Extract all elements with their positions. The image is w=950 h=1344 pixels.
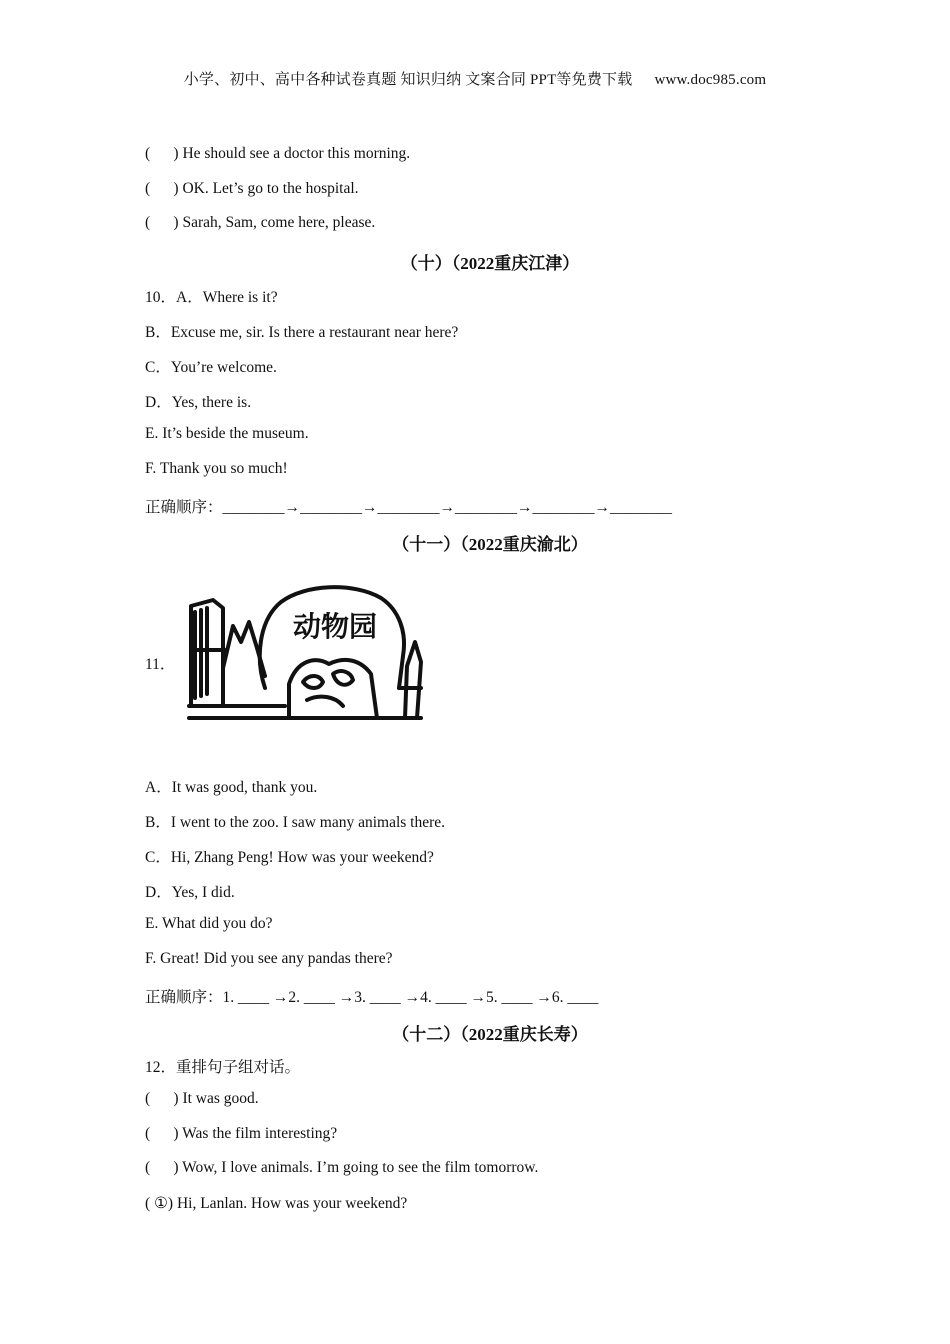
- q12-line-4: ( ①) Hi, Lanlan. How was your weekend?: [145, 1195, 408, 1212]
- q12-line-3: ( ) Wow, I love animals. I’m going to see the film tomorrow.: [145, 1159, 539, 1176]
- section-12-heading: （十二）（2022重庆长寿）: [392, 1025, 588, 1044]
- section-10-heading: （十）（2022重庆江津）: [400, 254, 580, 273]
- q10-option-d: D．Yes, there is.: [145, 394, 252, 411]
- zoo-sign-text: 动物园: [292, 610, 378, 643]
- q10-option-e: E. It’s beside the museum.: [145, 425, 309, 442]
- q11-option-f: F. Great! Did you see any pandas there?: [145, 950, 393, 967]
- q11-option-e: E. What did you do?: [145, 915, 273, 932]
- q12-line-1: ( ) It was good.: [145, 1090, 259, 1107]
- section-11-heading: （十一）（2022重庆渝北）: [392, 535, 588, 554]
- header-site: www.doc985.com: [654, 72, 767, 88]
- page-header: [0, 68, 950, 89]
- q9-line-2: ( ) OK. Let’s go to the hospital.: [145, 180, 359, 197]
- q11-answer-order: 正确顺序：1. ____ →2. ____ →3. ____ →4. ____ →5. ____ →6. ____: [145, 989, 599, 1006]
- q10-answer-order: 正确顺序：________→________→________→________→________→________: [145, 499, 673, 516]
- q11-option-a: A．It was good, thank you.: [145, 779, 318, 796]
- q11-number: 11．: [145, 656, 176, 673]
- q10-option-a: 10．A．Where is it?: [145, 289, 278, 306]
- q10-option-f: F. Thank you so much!: [145, 460, 288, 477]
- q10-option-b: B．Excuse me, sir. Is there a restaurant near here?: [145, 324, 459, 341]
- q11-option-d: D．Yes, I did.: [145, 884, 235, 901]
- q11-option-b: B．I went to the zoo. I saw many animals there.: [145, 814, 446, 831]
- zoo-gate-image: [185, 578, 425, 728]
- q12-line-2: ( ) Was the film interesting?: [145, 1125, 338, 1142]
- header-text: 小学、初中、高中各种试卷真题 知识归纳 文案合同 PPT等免费下载: [183, 72, 633, 88]
- q9-line-1: ( ) He should see a doctor this morning.: [145, 145, 411, 162]
- q12-instruction: 12．重排句子组对话。: [145, 1059, 301, 1076]
- q10-option-c: C．You’re welcome.: [145, 359, 277, 376]
- q11-option-c: C．Hi, Zhang Peng! How was your weekend?: [145, 849, 434, 866]
- q9-line-3: ( ) Sarah, Sam, come here, please.: [145, 214, 376, 231]
